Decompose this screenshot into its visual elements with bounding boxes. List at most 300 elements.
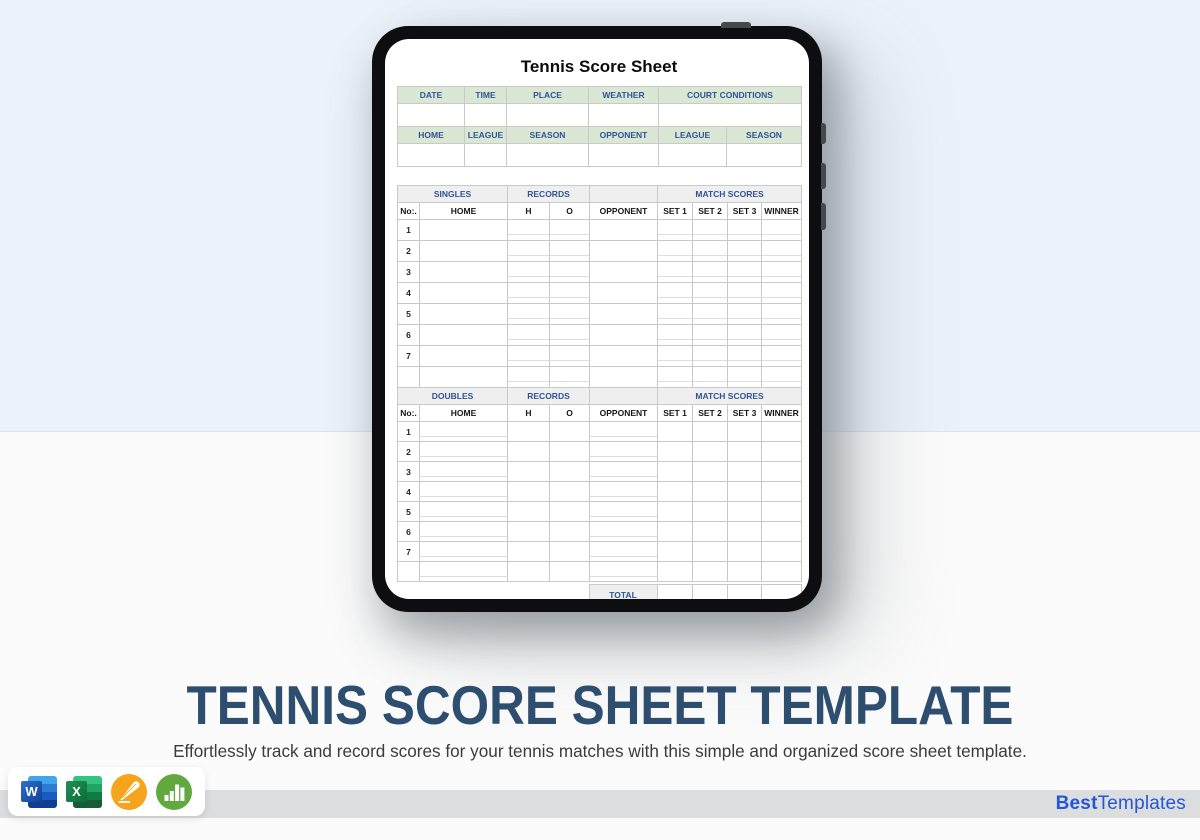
col-h: H	[508, 203, 550, 220]
cell-divider	[550, 267, 589, 277]
cell-set1	[658, 542, 693, 562]
cell-set3	[728, 220, 762, 241]
cell-h	[508, 462, 550, 482]
records-label: RECORDS	[508, 186, 590, 203]
numbers-icon[interactable]	[156, 774, 192, 810]
cell-set2	[693, 442, 728, 462]
cell-home	[420, 241, 508, 262]
cell-set3	[728, 304, 762, 325]
excel-icon-letter: X	[66, 781, 87, 802]
word-icon[interactable]	[21, 774, 57, 810]
col-home: HOME	[420, 405, 508, 422]
cell-divider	[420, 567, 507, 577]
cell-divider	[762, 309, 801, 319]
col-set2: SET 2	[693, 405, 728, 422]
cell-set3	[728, 482, 762, 502]
cell-set1	[658, 283, 693, 304]
cell-winner	[762, 442, 802, 462]
cell-opponent	[590, 482, 658, 502]
info-header-row-1	[398, 87, 802, 104]
singles-column-header-row	[398, 203, 802, 220]
brand-logo-bold: Best	[1055, 793, 1098, 814]
header-time: TIME	[465, 87, 507, 104]
match-row	[398, 422, 802, 442]
cell-winner	[762, 502, 802, 522]
cell-set2	[693, 220, 728, 241]
match-row	[398, 522, 802, 542]
doubles-section-row	[398, 388, 802, 405]
match-row	[398, 325, 802, 346]
entry-cell	[659, 144, 727, 167]
match-scores-label: MATCH SCORES	[658, 186, 802, 203]
cell-set1	[658, 304, 693, 325]
cell-divider	[420, 447, 507, 457]
cell-set3	[728, 346, 762, 367]
cell-winner	[762, 482, 802, 502]
match-row	[398, 220, 802, 241]
cell-set2	[693, 482, 728, 502]
cell-opponent	[590, 367, 658, 388]
match-row	[398, 502, 802, 522]
cell-opponent	[590, 220, 658, 241]
volume-button-2	[821, 163, 826, 189]
cell-opponent	[590, 325, 658, 346]
excel-icon[interactable]	[66, 774, 102, 810]
total-table	[397, 584, 802, 599]
volume-button-3	[821, 203, 826, 230]
cell-set1	[658, 562, 693, 582]
cell-o	[550, 482, 590, 502]
section-spacer-cell	[590, 388, 658, 405]
total-spacer	[397, 585, 589, 600]
cell-divider	[762, 372, 801, 382]
cell-o	[550, 562, 590, 582]
cell-set3	[728, 422, 762, 442]
cell-set3	[728, 241, 762, 262]
cell-set1	[658, 482, 693, 502]
cell-divider	[508, 246, 549, 256]
cell-home	[420, 325, 508, 346]
cell-set3	[728, 462, 762, 482]
cell-o	[550, 442, 590, 462]
cell-divider	[658, 267, 692, 277]
cell-no: 4	[398, 482, 420, 502]
col-home: HOME	[420, 203, 508, 220]
cell-home	[420, 442, 508, 462]
doubles-label: DOUBLES	[398, 388, 508, 405]
cell-divider	[658, 351, 692, 361]
cell-home	[420, 422, 508, 442]
cell-divider	[590, 427, 657, 437]
match-row	[398, 346, 802, 367]
cell-divider	[590, 447, 657, 457]
col-set2: SET 2	[693, 203, 728, 220]
cell-winner	[762, 562, 802, 582]
cell-o	[550, 262, 590, 283]
cell-divider	[658, 309, 692, 319]
cell-h	[508, 220, 550, 241]
total-set2-cell	[692, 585, 727, 600]
cell-winner	[762, 367, 802, 388]
cell-divider	[508, 351, 549, 361]
cell-opponent	[590, 442, 658, 462]
records-label: RECORDS	[508, 388, 590, 405]
cell-divider	[550, 288, 589, 298]
cell-set2	[693, 283, 728, 304]
section-spacer-cell	[590, 186, 658, 203]
cell-opponent	[590, 522, 658, 542]
cell-divider	[590, 487, 657, 497]
cell-divider	[508, 309, 549, 319]
match-row	[398, 462, 802, 482]
cell-divider	[420, 527, 507, 537]
cell-h	[508, 522, 550, 542]
cell-divider	[728, 246, 761, 256]
cell-divider	[728, 267, 761, 277]
match-row	[398, 283, 802, 304]
cell-divider	[550, 351, 589, 361]
cell-set3	[728, 562, 762, 582]
power-button	[721, 22, 751, 28]
cell-no: 4	[398, 283, 420, 304]
cell-o	[550, 502, 590, 522]
cell-no	[398, 367, 420, 388]
cell-set1	[658, 462, 693, 482]
cell-home	[420, 482, 508, 502]
cell-divider	[762, 225, 801, 235]
col-set1: SET 1	[658, 203, 693, 220]
cell-home	[420, 522, 508, 542]
header-season: SEASON	[507, 127, 589, 144]
cell-o	[550, 522, 590, 542]
cell-opponent	[590, 346, 658, 367]
header-season-2: SEASON	[727, 127, 802, 144]
volume-button-1	[821, 123, 826, 144]
cell-divider	[728, 309, 761, 319]
cell-h	[508, 542, 550, 562]
singles-table	[397, 185, 802, 388]
cell-divider	[550, 309, 589, 319]
cell-winner	[762, 346, 802, 367]
pages-icon[interactable]	[111, 774, 147, 810]
cell-no: 2	[398, 241, 420, 262]
match-row	[398, 367, 802, 388]
cell-divider	[658, 330, 692, 340]
cell-divider	[762, 351, 801, 361]
brand-logo[interactable]	[1056, 793, 1186, 815]
available-formats-pill	[8, 767, 205, 816]
cell-no: 6	[398, 325, 420, 346]
cell-divider	[693, 351, 727, 361]
info-entry-row-1	[398, 104, 802, 127]
entry-cell	[507, 144, 589, 167]
header-weather: WEATHER	[589, 87, 659, 104]
cell-o	[550, 241, 590, 262]
cell-set2	[693, 502, 728, 522]
cell-set1	[658, 220, 693, 241]
match-scores-label: MATCH SCORES	[658, 388, 802, 405]
cell-home	[420, 542, 508, 562]
cell-divider	[420, 427, 507, 437]
col-h: H	[508, 405, 550, 422]
cell-set3	[728, 442, 762, 462]
cell-divider	[550, 225, 589, 235]
cell-h	[508, 502, 550, 522]
singles-label: SINGLES	[398, 186, 508, 203]
total-label: TOTAL	[589, 585, 657, 600]
page-subtitle: Effortlessly track and record scores for your tennis matches with this simple and organized score sheet template.	[173, 741, 1027, 761]
cell-divider	[508, 330, 549, 340]
match-row	[398, 442, 802, 462]
cell-divider	[693, 330, 727, 340]
brand-logo-regular: Templates	[1097, 793, 1186, 814]
header-home: HOME	[398, 127, 465, 144]
cell-h	[508, 262, 550, 283]
cell-home	[420, 304, 508, 325]
cell-h	[508, 422, 550, 442]
match-row	[398, 482, 802, 502]
cell-winner	[762, 542, 802, 562]
header-league: LEAGUE	[465, 127, 507, 144]
cell-divider	[658, 246, 692, 256]
cell-h	[508, 304, 550, 325]
cell-divider	[728, 225, 761, 235]
cell-divider	[762, 246, 801, 256]
cell-divider	[590, 547, 657, 557]
cell-divider	[420, 507, 507, 517]
cell-divider	[590, 527, 657, 537]
entry-cell	[589, 104, 659, 127]
total-set1-cell	[657, 585, 692, 600]
cell-set2	[693, 325, 728, 346]
cell-set3	[728, 325, 762, 346]
cell-o	[550, 283, 590, 304]
cell-divider	[693, 246, 727, 256]
pages-icon-graphic	[111, 774, 147, 810]
cell-no: 3	[398, 462, 420, 482]
cell-set2	[693, 422, 728, 442]
cell-opponent	[590, 502, 658, 522]
entry-cell	[589, 144, 659, 167]
col-set3: SET 3	[728, 405, 762, 422]
cell-divider	[550, 372, 589, 382]
cell-home	[420, 562, 508, 582]
cell-set2	[693, 241, 728, 262]
cell-o	[550, 367, 590, 388]
col-opponent: OPPONENT	[590, 203, 658, 220]
cell-no: 3	[398, 262, 420, 283]
cell-divider	[590, 467, 657, 477]
cell-winner	[762, 262, 802, 283]
match-row	[398, 542, 802, 562]
cell-set3	[728, 262, 762, 283]
total-row	[397, 585, 801, 600]
entry-cell	[727, 144, 802, 167]
cell-h	[508, 241, 550, 262]
cell-set3	[728, 283, 762, 304]
info-entry-row-2	[398, 144, 802, 167]
cell-divider	[693, 372, 727, 382]
cell-divider	[762, 288, 801, 298]
cell-divider	[762, 267, 801, 277]
cell-h	[508, 562, 550, 582]
col-winner: WINNER	[762, 405, 802, 422]
cell-opponent	[590, 262, 658, 283]
cell-divider	[508, 372, 549, 382]
cell-home	[420, 262, 508, 283]
cell-opponent	[590, 462, 658, 482]
cell-winner	[762, 325, 802, 346]
cell-winner	[762, 422, 802, 442]
cell-divider	[550, 246, 589, 256]
cell-winner	[762, 241, 802, 262]
header-place: PLACE	[507, 87, 589, 104]
cell-o	[550, 542, 590, 562]
cell-no: 5	[398, 502, 420, 522]
cell-o	[550, 304, 590, 325]
doubles-column-header-row	[398, 405, 802, 422]
doubles-table	[397, 387, 802, 582]
cell-set2	[693, 262, 728, 283]
cell-o	[550, 422, 590, 442]
cell-divider	[590, 507, 657, 517]
entry-cell	[398, 144, 465, 167]
cell-set1	[658, 346, 693, 367]
match-row	[398, 241, 802, 262]
cell-winner	[762, 462, 802, 482]
cell-o	[550, 462, 590, 482]
cell-no: 6	[398, 522, 420, 542]
cell-set1	[658, 442, 693, 462]
cell-no: 5	[398, 304, 420, 325]
cell-set1	[658, 367, 693, 388]
match-row	[398, 304, 802, 325]
cell-set2	[693, 367, 728, 388]
cell-divider	[728, 288, 761, 298]
entry-cell	[465, 144, 507, 167]
cell-no	[398, 562, 420, 582]
col-no: No:.	[398, 405, 420, 422]
total-set3-cell	[727, 585, 761, 600]
cell-no: 2	[398, 442, 420, 462]
header-league-2: LEAGUE	[659, 127, 727, 144]
cell-divider	[420, 467, 507, 477]
cell-set2	[693, 462, 728, 482]
singles-section-row	[398, 186, 802, 203]
cell-divider	[658, 225, 692, 235]
header-court-conditions: COURT CONDITIONS	[659, 87, 802, 104]
col-o: O	[550, 405, 590, 422]
col-no: No:.	[398, 203, 420, 220]
col-o: O	[550, 203, 590, 220]
cell-no: 7	[398, 346, 420, 367]
entry-cell	[659, 104, 802, 127]
cell-winner	[762, 283, 802, 304]
cell-divider	[728, 330, 761, 340]
cell-set1	[658, 241, 693, 262]
cell-h	[508, 442, 550, 462]
page-title: TENNIS SCORE SHEET TEMPLATE	[186, 674, 1014, 736]
info-table	[397, 86, 802, 167]
cell-no: 1	[398, 422, 420, 442]
cell-divider	[590, 567, 657, 577]
cell-divider	[508, 267, 549, 277]
cell-divider	[693, 309, 727, 319]
cell-divider	[693, 288, 727, 298]
cell-set1	[658, 502, 693, 522]
cell-set2	[693, 304, 728, 325]
cell-o	[550, 346, 590, 367]
cell-set1	[658, 262, 693, 283]
cell-o	[550, 325, 590, 346]
sheet-title: Tennis Score Sheet	[520, 57, 678, 76]
cell-divider	[550, 330, 589, 340]
cell-set1	[658, 325, 693, 346]
tablet-device	[372, 26, 822, 612]
cell-h	[508, 325, 550, 346]
col-set3: SET 3	[728, 203, 762, 220]
cell-home	[420, 346, 508, 367]
cell-divider	[728, 372, 761, 382]
cell-set3	[728, 367, 762, 388]
info-header-row-2	[398, 127, 802, 144]
numbers-icon-graphic	[156, 774, 192, 810]
entry-cell	[465, 104, 507, 127]
cell-divider	[658, 372, 692, 382]
word-icon-letter: W	[21, 781, 42, 802]
header-opponent: OPPONENT	[589, 127, 659, 144]
cell-home	[420, 220, 508, 241]
cell-winner	[762, 220, 802, 241]
cell-home	[420, 367, 508, 388]
cell-set3	[728, 522, 762, 542]
cell-divider	[508, 288, 549, 298]
match-row	[398, 562, 802, 582]
cell-no: 7	[398, 542, 420, 562]
cell-divider	[420, 487, 507, 497]
cell-divider	[693, 267, 727, 277]
col-winner: WINNER	[762, 203, 802, 220]
cell-divider	[728, 351, 761, 361]
cell-home	[420, 502, 508, 522]
cell-h	[508, 367, 550, 388]
cell-h	[508, 346, 550, 367]
cell-divider	[508, 225, 549, 235]
cell-divider	[658, 288, 692, 298]
cell-no: 1	[398, 220, 420, 241]
entry-cell	[507, 104, 589, 127]
cell-home	[420, 462, 508, 482]
cell-set1	[658, 522, 693, 542]
entry-cell	[398, 104, 465, 127]
total-winner-cell	[761, 585, 801, 600]
col-opponent: OPPONENT	[590, 405, 658, 422]
cell-set2	[693, 542, 728, 562]
cell-o	[550, 220, 590, 241]
cell-home	[420, 283, 508, 304]
cell-winner	[762, 304, 802, 325]
cell-opponent	[590, 422, 658, 442]
header-date: DATE	[398, 87, 465, 104]
cell-opponent	[590, 304, 658, 325]
cell-h	[508, 482, 550, 502]
cell-h	[508, 283, 550, 304]
cell-set1	[658, 422, 693, 442]
cell-set2	[693, 346, 728, 367]
cell-set3	[728, 542, 762, 562]
cell-divider	[762, 330, 801, 340]
cell-opponent	[590, 283, 658, 304]
